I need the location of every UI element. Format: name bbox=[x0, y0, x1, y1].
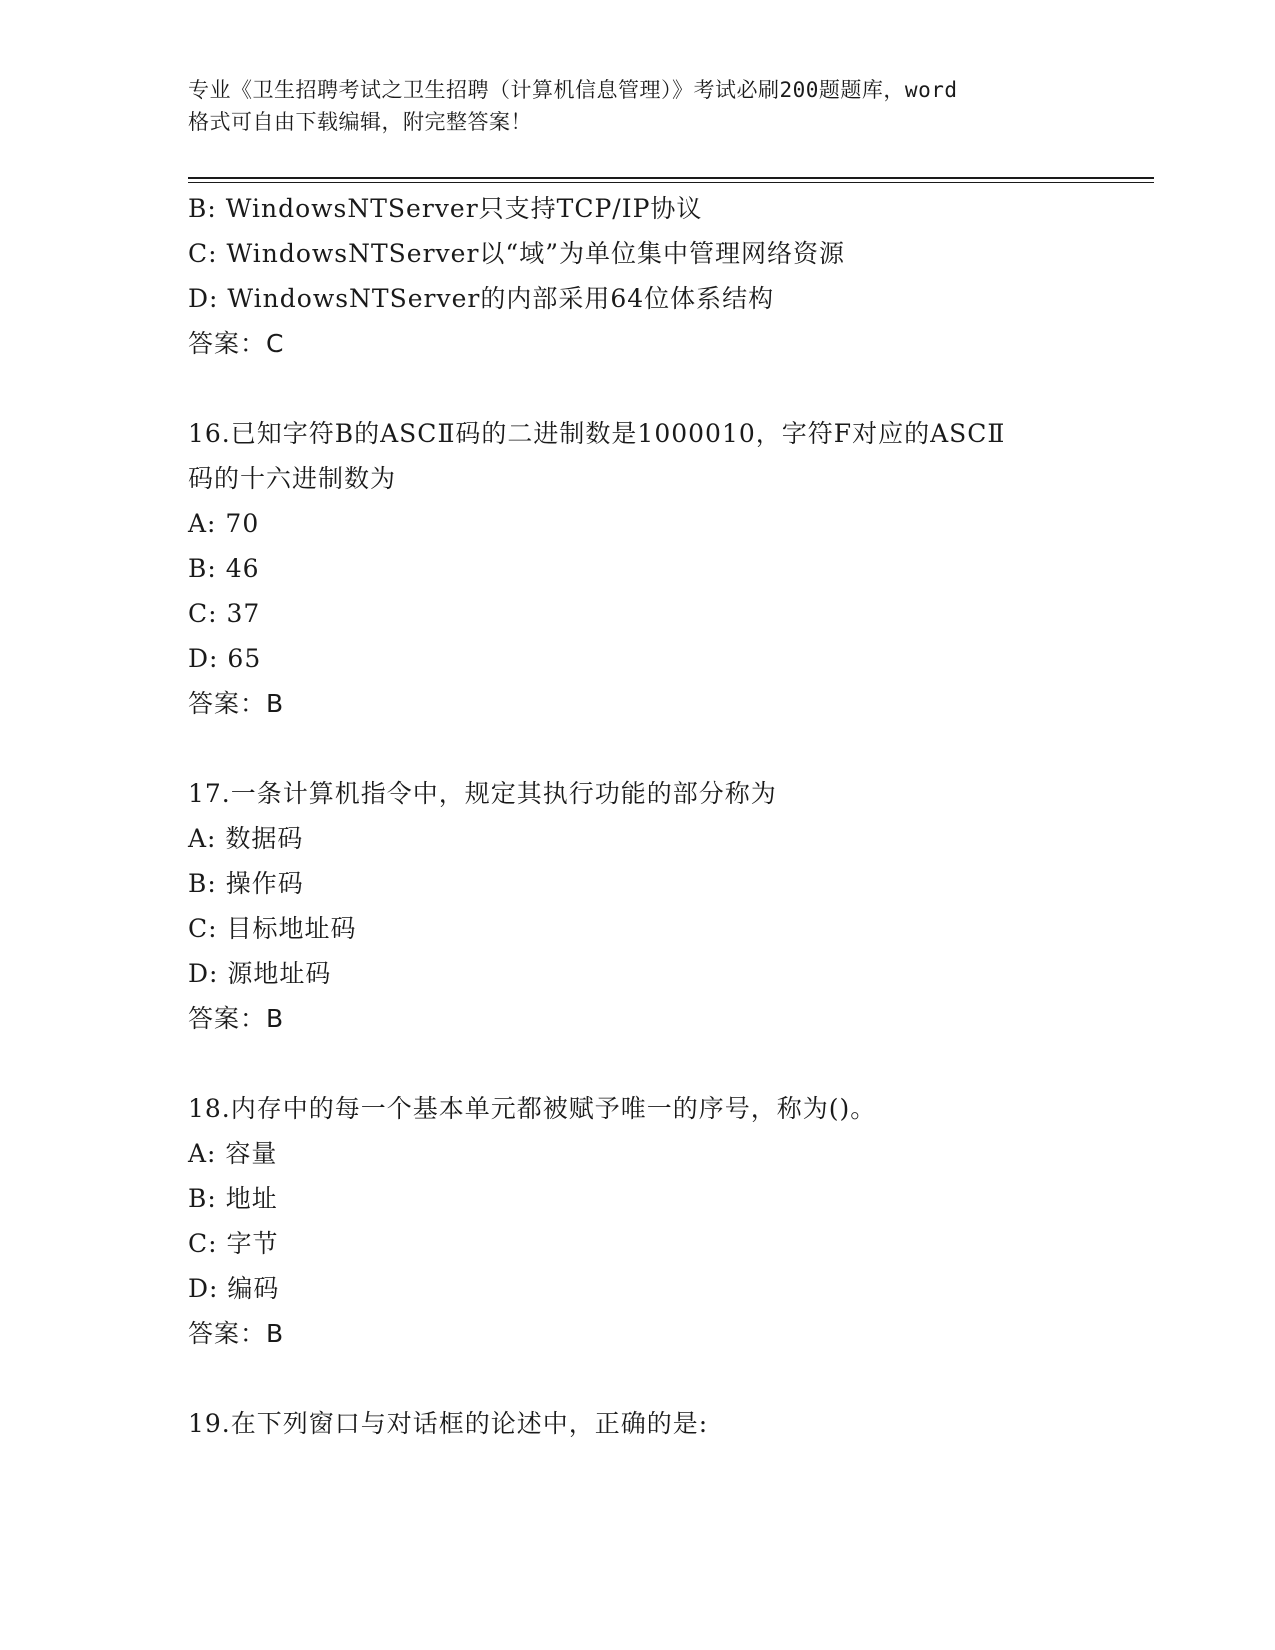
option-c: C: WindowsNTServer以“域”为单位集中管理网络资源 bbox=[188, 239, 845, 268]
spacer bbox=[188, 1356, 1118, 1401]
spacer bbox=[188, 726, 1118, 771]
header-line-1: 专业《卫生招聘考试之卫生招聘（计算机信息管理）》考试必刷200题题库，word bbox=[188, 78, 958, 102]
question-text-line-1: 18.内存中的每一个基本单元都被赋予唯一的序号，称为()。 bbox=[188, 1094, 877, 1123]
answer-line: 答案：B bbox=[188, 689, 285, 718]
option-b: B: WindowsNTServer只支持TCP/IP协议 bbox=[188, 194, 703, 223]
header-rule-thick bbox=[188, 177, 1154, 179]
option-c: C: 字节 bbox=[188, 1229, 279, 1258]
option-a: A: 70 bbox=[188, 509, 260, 538]
question-17 bbox=[188, 771, 1118, 1041]
option-c: C: 目标地址码 bbox=[188, 914, 357, 943]
option-d: D: 65 bbox=[188, 644, 262, 673]
option-b: B: 46 bbox=[188, 554, 260, 583]
question-18 bbox=[188, 1086, 1118, 1356]
header-line-2: 格式可自由下载编辑，附完整答案！ bbox=[188, 110, 532, 134]
option-d: D: WindowsNTServer的内部采用64位体系结构 bbox=[188, 284, 775, 313]
question-19 bbox=[188, 1401, 1118, 1446]
option-b: B: 操作码 bbox=[188, 869, 304, 898]
option-d: D: 编码 bbox=[188, 1274, 280, 1303]
answer-line: 答案：B bbox=[188, 1319, 285, 1348]
question-list bbox=[188, 186, 1118, 1446]
answer-line: 答案：B bbox=[188, 1004, 285, 1033]
spacer bbox=[188, 366, 1118, 411]
option-a: A: 容量 bbox=[188, 1139, 278, 1168]
question-text-line-1: 17.一条计算机指令中，规定其执行功能的部分称为 bbox=[188, 779, 777, 808]
option-d: D: 源地址码 bbox=[188, 959, 332, 988]
option-c: C: 37 bbox=[188, 599, 261, 628]
header-rule-thin bbox=[188, 182, 1154, 183]
answer-line: 答案：C bbox=[188, 329, 285, 358]
question-text-line-1: 16.已知字符B的ASCⅡ码的二进制数是1000010，字符F对应的ASCⅡ bbox=[188, 419, 1006, 448]
option-a: A: 数据码 bbox=[188, 824, 304, 853]
question-15-continued bbox=[188, 186, 1118, 366]
document-header bbox=[188, 74, 1108, 138]
question-text-line-2: 码的十六进制数为 bbox=[188, 464, 397, 493]
spacer bbox=[188, 1041, 1118, 1086]
question-text-line-1: 19.在下列窗口与对话框的论述中，正确的是: bbox=[188, 1409, 709, 1438]
question-16 bbox=[188, 411, 1118, 726]
option-b: B: 地址 bbox=[188, 1184, 278, 1213]
